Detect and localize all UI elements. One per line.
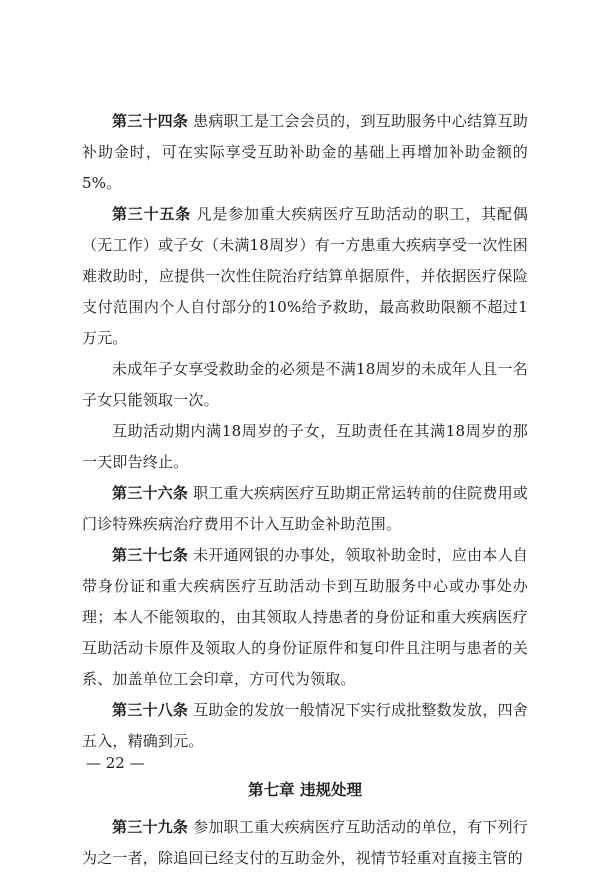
article-text: 未开通网银的办事处，领取补助金时，应由本人自带身份证和重大疾病医疗互助活动卡到互助服务中心或办事处办理；本人不能领取的，由其领取人持患者的身份证和重大疾病医疗互助活动卡原件及领取人的身份证原件和复印件且注明与患者的关系、加盖单位工会印章，方可代为领取。	[82, 546, 528, 688]
page-number: — 22 —	[86, 754, 145, 772]
article-39	[82, 812, 528, 874]
article-number: 第三十五条	[112, 205, 192, 223]
article-number: 第三十八条	[112, 701, 189, 719]
article-text: 患病职工是工会会员的，到互助服务中心结算互助补助金时，可在实际享受互助补助金的基础上再增加补助金额的5%。	[82, 112, 528, 192]
paragraph-age-limit	[82, 416, 528, 478]
document-page	[82, 106, 528, 874]
article-36	[82, 478, 528, 540]
article-text: 凡是参加重大疾病医疗互助活动的职工，其配偶（无工作）或子女（未满18周岁）有一方患重大疾病享受一次性困难救助时，应提供一次性住院治疗结算单据原件，并依据医疗保险支付范围内个人自付部分的10%给予救助，最高救助限额不超过1万元。	[82, 205, 528, 347]
article-35	[82, 199, 528, 354]
article-number: 第三十四条	[112, 112, 189, 130]
article-text: 职工重大疾病医疗互助期正常运转前的住院费用或门诊特殊疾病治疗费用不计入互助金补助范围。	[82, 484, 528, 533]
paragraph-minor-children	[82, 354, 528, 416]
article-34	[82, 106, 528, 199]
chapter-heading: 第七章 违规处理	[248, 781, 362, 799]
article-number: 第三十六条	[112, 484, 189, 502]
paragraph-text: 未成年子女享受救助金的必须是不满18周岁的未成年人且一名子女只能领取一次。	[82, 360, 528, 409]
article-38	[82, 695, 528, 757]
article-text: 参加职工重大疾病医疗互助活动的单位，有下列行为之一者，除追回已经支付的互助金外，视情节轻重对直接主管的	[82, 818, 528, 867]
article-37	[82, 540, 528, 695]
article-number: 第三十九条	[112, 818, 189, 836]
article-text: 互助金的发放一般情况下实行成批整数发放，四舍五入，精确到元。	[82, 701, 528, 750]
paragraph-text: 互助活动期内满18周岁的子女，互助责任在其满18周岁的那一天即告终止。	[82, 422, 528, 471]
article-number: 第三十七条	[112, 546, 189, 564]
